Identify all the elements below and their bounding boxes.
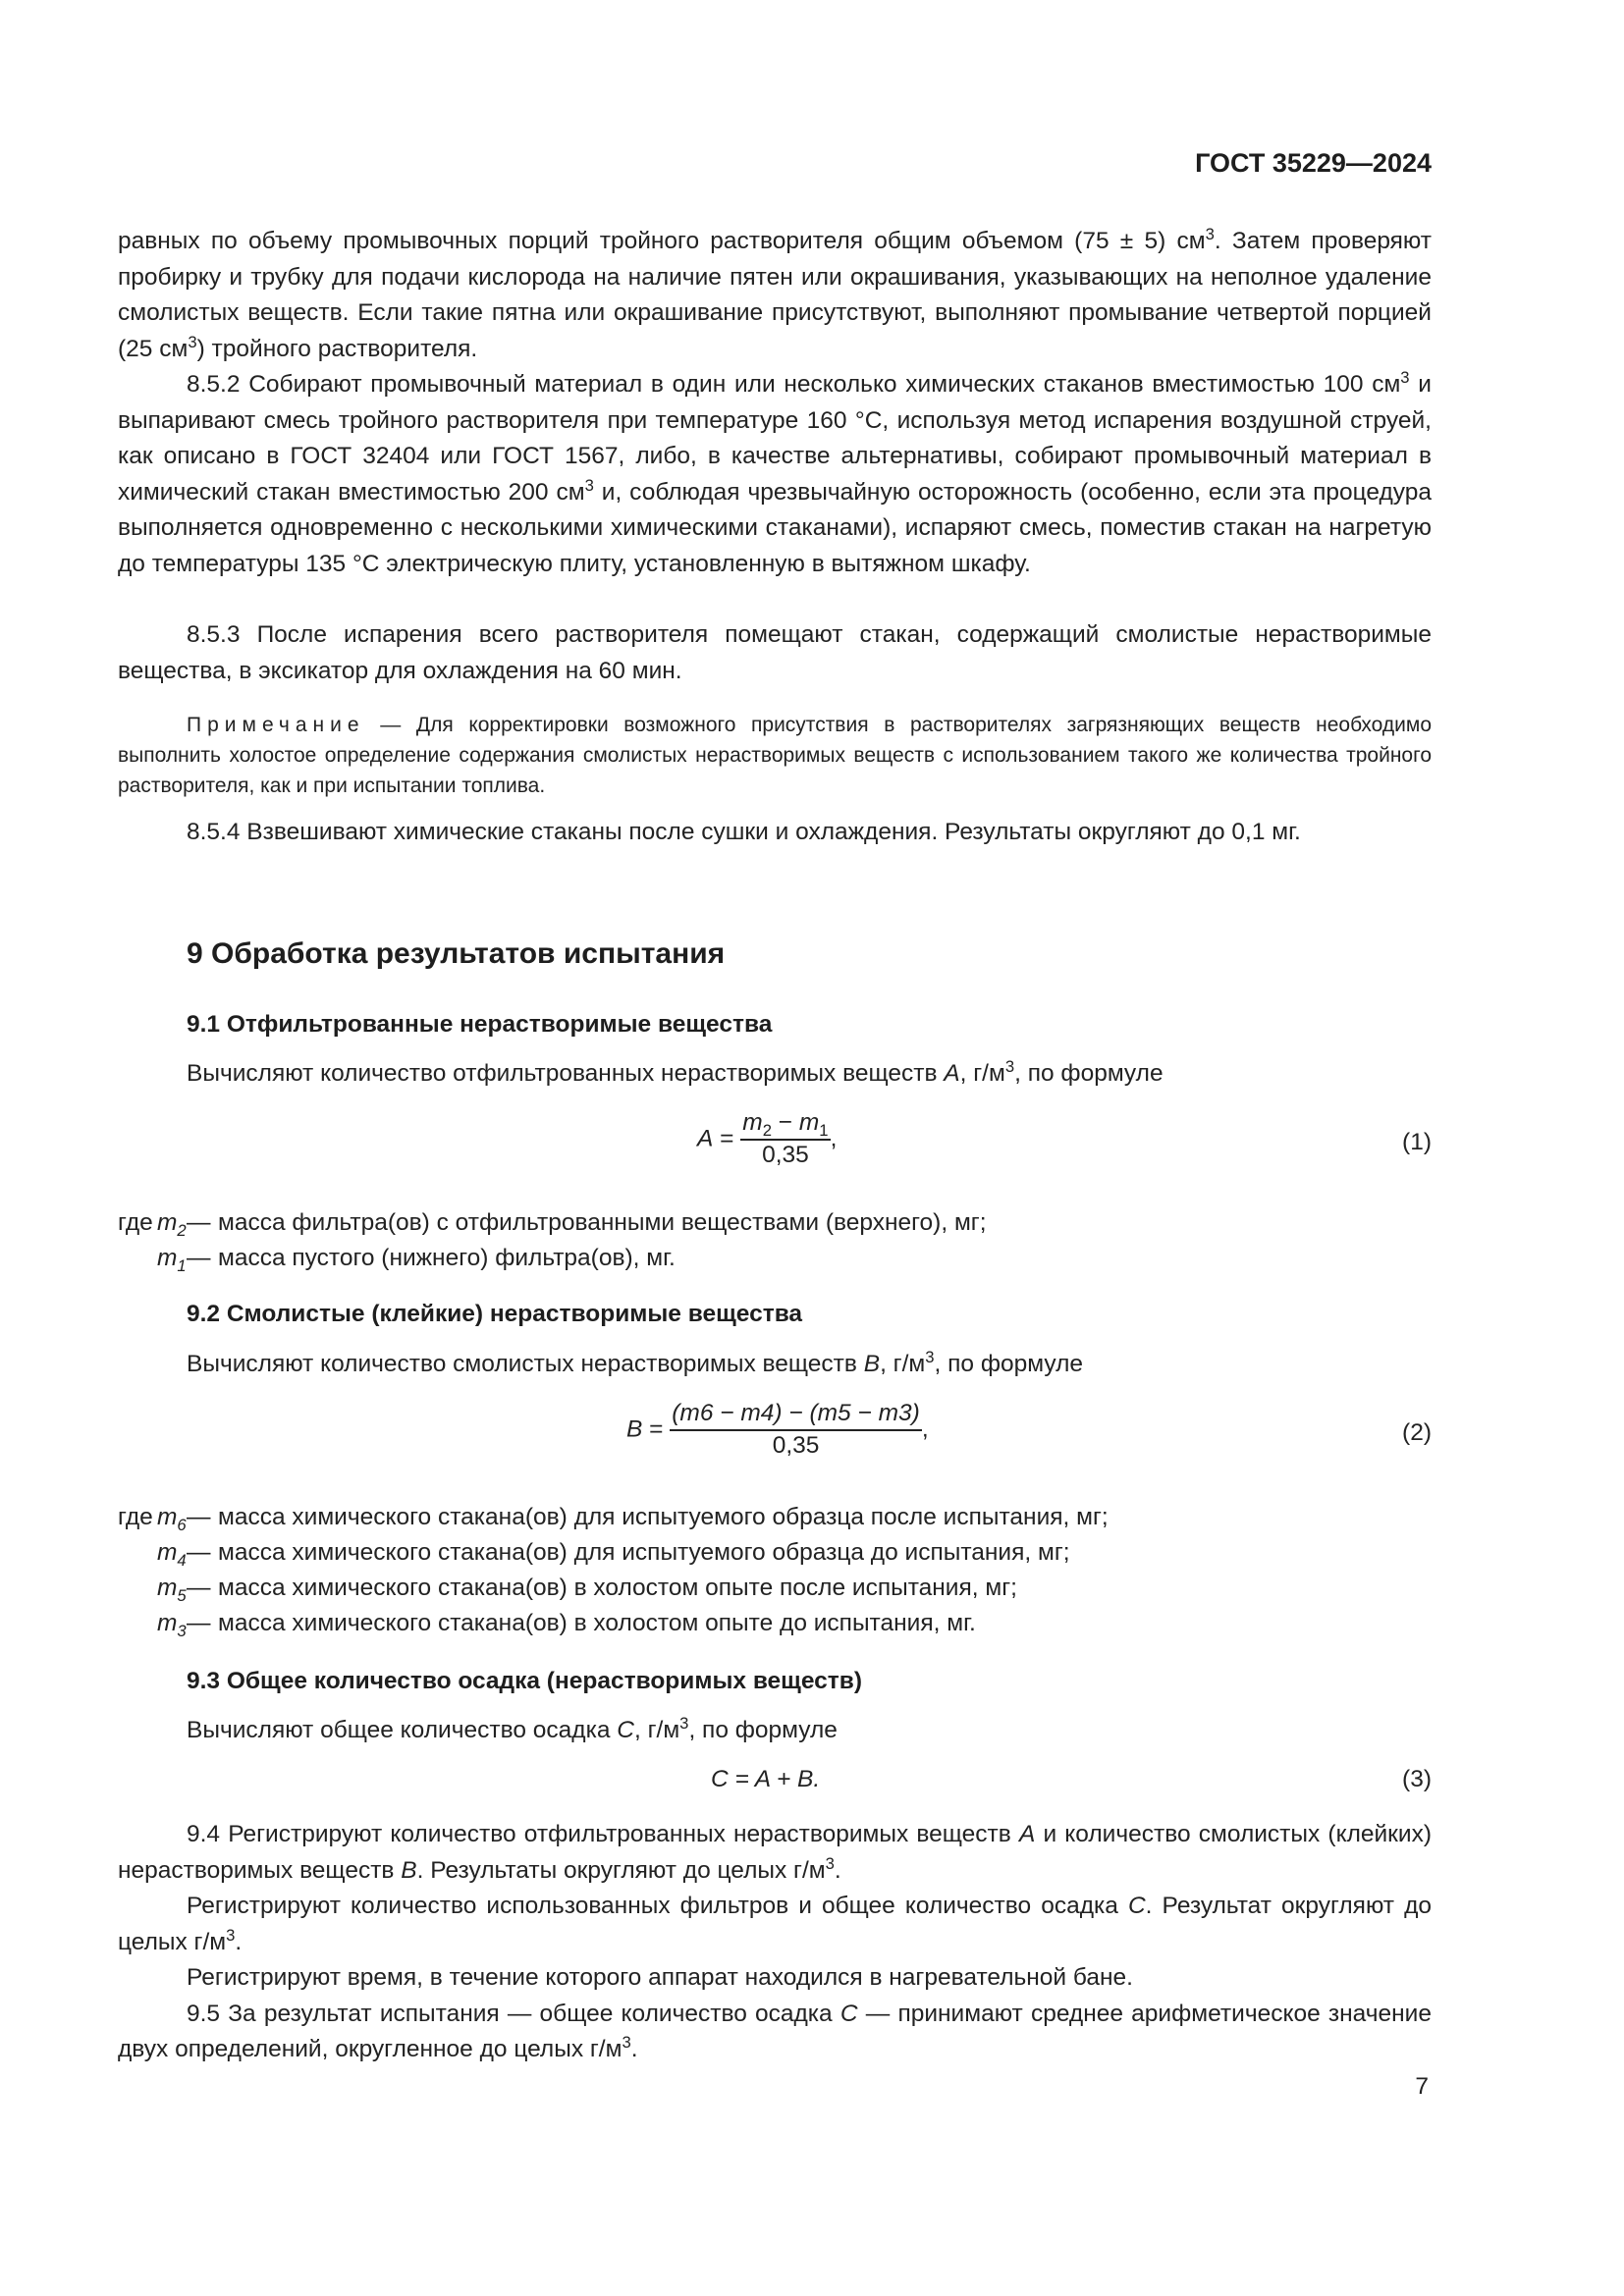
fraction: $\frac{m_2 - m_1}{0,35}$ bbox=[742, 1109, 829, 1168]
subsection-heading-9-3: 9.3 Общее количество осадка (нерастворимых веществ) bbox=[187, 1668, 862, 1694]
formula-3: C = A + B. bbox=[711, 1766, 821, 1792]
equation-number-1: (1) bbox=[1402, 1129, 1432, 1155]
subsection-heading-9-1: 9.1 Отфильтрованные нерастворимые вещества bbox=[187, 1011, 773, 1038]
equation-number-2: (2) bbox=[1402, 1419, 1432, 1446]
formula-1: A = $\frac{m_2 - m_1}{0,35}$ , bbox=[697, 1109, 838, 1168]
paragraph-9-3: Вычисляют общее количество осадка C, $г/м^3$, по формуле bbox=[187, 1713, 838, 1743]
paragraph-9-2: Вычисляют количество смолистых нерастворимых веществ B, $г/м^3$, по формуле bbox=[187, 1347, 1084, 1377]
formula-2: B = $\frac{(m6 - m4) - (m5 - m3)}{0,35}$ , bbox=[626, 1400, 929, 1459]
subsection-heading-9-2: 9.2 Смолистые (клейкие) нерастворимые вещества bbox=[187, 1301, 803, 1327]
equation-number-3: (3) bbox=[1402, 1766, 1432, 1792]
paragraph-9-4: 9.4 Регистрируют количество отфильтрованных нерастворимых веществ A и количество смолистых (клейких) нерастворимых веществ B. Результаты округляют до целых $г/м^3$. Регистрируют количество использованных фильтров и общее количество осадка C. Результат округляют до целых $г/м^3$. Регистрируют время, в течение которого аппарат находился в нагревательной бане. 9.5 За результат испытания — общее количество осадка C — принимают среднее арифметическое значение двух определений, округленное до целых $г/м^3$. bbox=[118, 1821, 1432, 2062]
paragraph-continuation: равных по объему промывочных порций тройного растворителя общим объемом (75 ± 5) $см^3$. Затем проверяют пробирку и трубку для подачи кислорода на наличие пятен или окрашивания, указывающих на неполное удаление смолистых веществ. Если такие пятна или окрашивание присутствуют, выполняют промывание четвертой порцией (25 $см^3$) тройного растворителя. bbox=[118, 224, 1432, 362]
paragraph-9-1: Вычисляют количество отфильтрованных нерастворимых веществ A, $г/м^3$, по формуле bbox=[187, 1056, 1164, 1087]
paragraph-8-5-4: 8.5.4 Взвешивают химические стаканы после сушки и охлаждения. Результаты округляют до 0,1 мг. bbox=[187, 819, 1301, 845]
fraction: $\frac{(m6 - m4) - (m5 - m3)}{0,35}$ bbox=[672, 1400, 920, 1459]
document-header: ГОСТ 35229—2024 bbox=[1195, 148, 1432, 178]
paragraph-8-5-3: 8.5.3 После испарения всего растворителя помещают стакан, содержащий смолистые нерастворимые вещества, в эксикатор для охлаждения на 60 мин. bbox=[118, 621, 1432, 684]
paragraph-8-5-2: 8.5.2 Собирают промывочный материал в один или несколько химических стаканов вместимостью 100 $см^3$ и выпаривают смесь тройного растворителя при температуре 160 °С, используя метод испарения воздушной струей, как описано в ГОСТ 32404 или ГОСТ 1567, либо, в качестве альтернативы, собирают промывочный материал в химический стакан вместимостью 200 $см^3$ и, соблюдая чрезвычайную осторожность (особенно, если эта процедура выполняется одновременно с несколькими химическими стаканами), испаряют смесь, поместив стакан на нагретую до температуры 135 °С электрическую плиту, установленную в вытяжном шкафу. bbox=[118, 367, 1432, 577]
document-page: ГОСТ 35229—2024 равных по объему промывочных порций тройного растворителя общим объемом (75 ± 5) $см^3$. Затем проверяют пробирку и трубку для подачи кислорода на наличие пятен или окрашивания, указывающих на неполное удаление смолистых веществ. Если такие пятна или окрашивание присутствуют, выполняют промывание четвертой порцией (25 $см^3$) тройного растворителя. 8.5.2 Собирают промывочный материал в один или несколько химических стаканов вместимостью 100 $см^3$ и выпаривают смесь тройного растворителя при температуре 160 °С, используя метод испарения воздушной струей, как описано в ГОСТ 32404 или ГОСТ 1567, либо, в качестве альтернативы, собирают промывочный материал в химический стакан вместимостью 200 $см^3$ и, соблюдая чрезвычайную осторожность (особенно, если эта процедура выполняется одновременно с несколькими химическими стаканами), испаряют смесь, поместив стакан на нагретую до температуры 135 °С электрическую плиту, установленную в вытяжном шкафу. 8.5.3 После испарения всего растворителя помещают стакан, содержащий смолистые нерастворимые вещества, в эксикатор для охлаждения на 60 мин. Примечание — Для корректировки возможного присутствия в растворителях загрязняющих веществ необходимо выполнить холостое определение содержания смолистых нерастворимых веществ с использованием такого же количества тройного растворителя, как и при испытании топлива. 8.5.4 Взвешивают химические стаканы после сушки и охлаждения. Результаты округляют до 0,1 мг. 9 Обработка результатов испытания 9.1 Отфильтрованные нерастворимые вещества Вычисляют количество отфильтрованных нерастворимых веществ A, $г/м^3$, по формуле A = $\frac{m_2 - m_1}{0,35}$ , (1) где $m_2$ — масса фильтра(ов) с отфильтрованными веществами (верхнего), мг; $m_1$ — масса пустого (нижнего) фильтра(ов), мг. 9.2 Смолистые (клейкие) нерастворимые вещества Вычисляют количество смолистых нерастворимых веществ B, $г/м^3$, по формуле B = $\frac{(m6 - m4) - (m5 - m3)}{0,35}$ , (2) где $m_6$ — масса химического стакана(ов) для испытуемого образца после испытания, мг; $m_4$ — масса химического стакана(ов) для испытуемого образца до испытания, мг; $m_5$ — масса химического стакана(ов) в холостом опыте после испытания, мг; $m_3$ — масса химического стакана(ов) в холостом опыте до испытания, мг. 9.3 Общее количество осадка (нерастворимых веществ) Вычисляют общее количество осадка C, $г/м^3$, по формуле C = A + B. (3) 9.4 Регистрируют количество отфильтрованных нерастворимых веществ A и количество смолистых (клейких) нерастворимых веществ B. Результаты округляют до целых $г/м^3$. Регистрируют количество использованных фильтров и общее количество осадка C. Результат округляют до целых $г/м^3$. Регистрируют время, в течение которого аппарат находился в нагревательной бане. 9.5 За результат испытания — общее количество осадка C — принимают среднее арифметическое значение двух определений, округленное до целых $г/м^3$. 7 bbox=[0, 0, 1624, 2296]
note-label: Примечание bbox=[187, 714, 365, 736]
page-number: 7 bbox=[1415, 2073, 1429, 2100]
section-heading-9: 9 Обработка результатов испытания bbox=[187, 937, 726, 970]
note-block: Примечание — Для корректировки возможного присутствия в растворителях загрязняющих веществ необходимо выполнить холостое определение содержания смолистых нерастворимых веществ с использованием такого же количества тройного растворителя, как и при испытании топлива. bbox=[118, 714, 1432, 797]
